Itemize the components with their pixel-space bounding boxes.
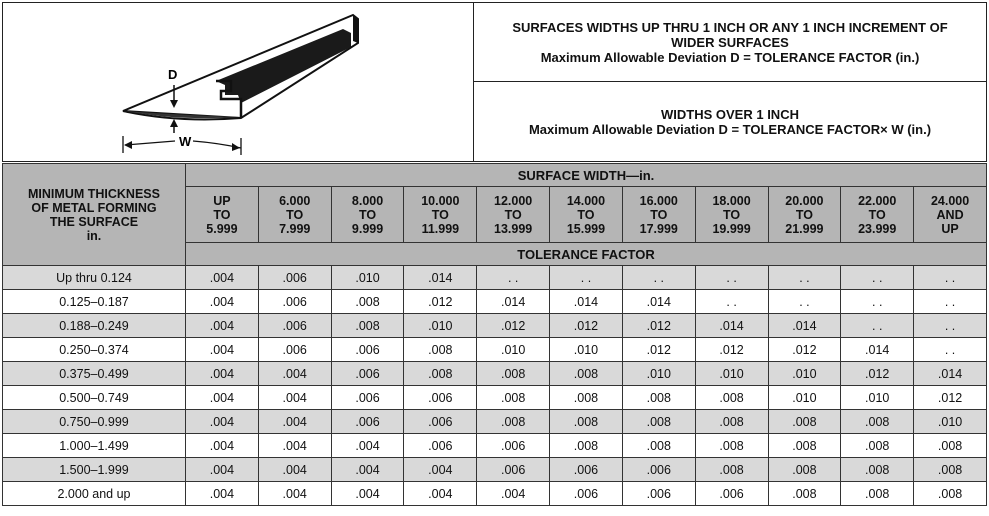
tolerance-cell: . . — [768, 266, 841, 290]
width-range-header: 20.000 TO 21.999 — [768, 187, 841, 243]
tolerance-cell: . . — [914, 314, 987, 338]
tolerance-cell: .012 — [768, 338, 841, 362]
label-d: D — [168, 67, 178, 82]
thickness-range-cell: 0.125–0.187 — [3, 290, 186, 314]
tolerance-cell: .008 — [695, 434, 768, 458]
tolerance-cell: .006 — [404, 410, 477, 434]
table-row — [3, 362, 987, 386]
thickness-range-cell: 1.500–1.999 — [3, 458, 186, 482]
table-row — [3, 338, 987, 362]
tolerance-cell: .014 — [550, 290, 623, 314]
tolerance-cell: .014 — [768, 314, 841, 338]
tolerance-cell: .004 — [258, 458, 331, 482]
tolerance-factor-header: TOLERANCE FACTOR — [186, 243, 987, 266]
tolerance-cell: .004 — [404, 458, 477, 482]
tolerance-cell: .004 — [404, 482, 477, 506]
tolerance-cell: .006 — [622, 458, 695, 482]
tolerance-cell: .004 — [258, 386, 331, 410]
tolerance-cell: .006 — [258, 338, 331, 362]
tolerance-cell: .006 — [550, 482, 623, 506]
tolerance-cell: .004 — [186, 338, 259, 362]
tolerance-cell: .008 — [550, 386, 623, 410]
note-narrow-surfaces — [474, 2, 987, 82]
tolerance-cell: .008 — [550, 434, 623, 458]
surface-width-header: SURFACE WIDTH—in. — [186, 164, 987, 187]
table-row — [3, 410, 987, 434]
table-row — [3, 314, 987, 338]
note-wide-surfaces — [474, 82, 987, 162]
tolerance-cell: .008 — [768, 458, 841, 482]
tolerance-cell: .012 — [622, 314, 695, 338]
tolerance-cell: .004 — [331, 482, 404, 506]
tolerance-cell: .006 — [477, 434, 550, 458]
tolerance-cell: .010 — [695, 362, 768, 386]
tolerance-cell: .010 — [914, 410, 987, 434]
tolerance-cell: .008 — [914, 458, 987, 482]
tolerance-cell: .010 — [841, 386, 914, 410]
tolerance-cell: .008 — [404, 338, 477, 362]
tolerance-cell: . . — [695, 290, 768, 314]
note2-line2: Maximum Allowable Deviation D = TOLERANCE FACTOR× W (in.) — [528, 121, 932, 137]
tolerance-cell: .004 — [186, 290, 259, 314]
tolerance-cell: .008 — [477, 362, 550, 386]
tolerance-cell: .006 — [331, 410, 404, 434]
width-range-header: 12.000 TO 13.999 — [477, 187, 550, 243]
tolerance-cell: .008 — [331, 314, 404, 338]
tolerance-cell: .008 — [622, 386, 695, 410]
tolerance-cell: .008 — [550, 362, 623, 386]
tolerance-cell: .014 — [695, 314, 768, 338]
note2-line1: WIDTHS OVER 1 INCH — [661, 106, 799, 122]
tolerance-cell: .006 — [622, 482, 695, 506]
tolerance-cell: .008 — [841, 410, 914, 434]
tolerance-cell: .010 — [768, 362, 841, 386]
tolerance-cell: .004 — [186, 410, 259, 434]
width-range-header: UP TO 5.999 — [186, 187, 259, 243]
tolerance-cell: .006 — [404, 434, 477, 458]
label-w: W — [179, 134, 192, 149]
tolerance-cell: .012 — [622, 338, 695, 362]
note1-line3: Maximum Allowable Deviation D = TOLERANCE FACTOR (in.) — [540, 49, 920, 65]
tolerance-cell: .004 — [186, 386, 259, 410]
w-arrow-left — [124, 141, 132, 149]
thickness-range-cell: Up thru 0.124 — [3, 266, 186, 290]
tolerance-cell: .004 — [186, 362, 259, 386]
tolerance-table — [2, 163, 987, 506]
thickness-range-cell: 0.375–0.499 — [3, 362, 186, 386]
tolerance-cell: .008 — [404, 362, 477, 386]
w-dim-left — [125, 141, 175, 145]
tolerance-cell: .006 — [258, 314, 331, 338]
note1-line2: WIDER SURFACES — [671, 34, 789, 50]
tolerance-cell: .006 — [695, 482, 768, 506]
thickness-range-cell: 0.188–0.249 — [3, 314, 186, 338]
tolerance-cell: .012 — [914, 386, 987, 410]
tolerance-cell: .010 — [622, 362, 695, 386]
width-range-header: 24.000 AND UP — [914, 187, 987, 243]
tolerance-cell: .012 — [404, 290, 477, 314]
width-range-header: 8.000 TO 9.999 — [331, 187, 404, 243]
table-row — [3, 386, 987, 410]
tolerance-cell: .004 — [258, 482, 331, 506]
width-range-header: 10.000 TO 11.999 — [404, 187, 477, 243]
thickness-range-cell: 0.500–0.749 — [3, 386, 186, 410]
tolerance-cell: .004 — [186, 482, 259, 506]
tolerance-cell: .008 — [841, 434, 914, 458]
tolerance-cell: . . — [841, 314, 914, 338]
tolerance-cell: .014 — [914, 362, 987, 386]
width-range-header: 14.000 TO 15.999 — [550, 187, 623, 243]
tolerance-cell: . . — [841, 266, 914, 290]
tolerance-cell: .006 — [404, 386, 477, 410]
tolerance-cell: .008 — [841, 482, 914, 506]
tolerance-cell: .008 — [550, 410, 623, 434]
tolerance-cell: .004 — [258, 362, 331, 386]
tolerance-cell: .008 — [768, 482, 841, 506]
table-row — [3, 290, 987, 314]
tolerance-cell: .008 — [695, 458, 768, 482]
tolerance-cell: .008 — [841, 458, 914, 482]
tolerance-cell: .008 — [331, 290, 404, 314]
tolerance-cell: .004 — [331, 434, 404, 458]
width-range-header: 6.000 TO 7.999 — [258, 187, 331, 243]
tolerance-cell: .006 — [331, 362, 404, 386]
width-range-header: 16.000 TO 17.999 — [622, 187, 695, 243]
tolerance-cell: .004 — [186, 266, 259, 290]
tolerance-cell: . . — [695, 266, 768, 290]
tolerance-cell: .008 — [914, 434, 987, 458]
tolerance-cell: . . — [914, 266, 987, 290]
tolerance-cell: .004 — [186, 314, 259, 338]
tolerance-cell: .006 — [331, 338, 404, 362]
tolerance-cell: .008 — [477, 410, 550, 434]
tolerance-cell: .012 — [477, 314, 550, 338]
tolerance-cell: . . — [914, 290, 987, 314]
tolerance-cell: . . — [622, 266, 695, 290]
tolerance-cell: .014 — [841, 338, 914, 362]
tolerance-cell: .010 — [331, 266, 404, 290]
tolerance-cell: .008 — [622, 434, 695, 458]
tolerance-cell: .010 — [404, 314, 477, 338]
tolerance-cell: . . — [477, 266, 550, 290]
tolerance-cell: .012 — [841, 362, 914, 386]
note1-line1: SURFACES WIDTHS UP THRU 1 INCH OR ANY 1 INCH INCREMENT OF — [512, 19, 948, 35]
tolerance-cell: .012 — [550, 314, 623, 338]
tolerance-cell: .014 — [477, 290, 550, 314]
tolerance-cell: .006 — [477, 458, 550, 482]
thickness-range-cell: 0.250–0.374 — [3, 338, 186, 362]
tolerance-cell: . . — [841, 290, 914, 314]
tolerance-cell: .010 — [768, 386, 841, 410]
tolerance-cell: . . — [768, 290, 841, 314]
tolerance-cell: .006 — [550, 458, 623, 482]
tolerance-cell: .010 — [550, 338, 623, 362]
extrusion-figure — [2, 2, 474, 162]
tolerance-cell: .008 — [695, 410, 768, 434]
table-row — [3, 434, 987, 458]
tolerance-cell: .004 — [258, 410, 331, 434]
tolerance-cell: .008 — [695, 386, 768, 410]
extrusion-end — [353, 15, 358, 43]
tolerance-cell: .004 — [331, 458, 404, 482]
tolerance-cell: .006 — [331, 386, 404, 410]
tolerance-cell: .014 — [622, 290, 695, 314]
tolerance-cell: . . — [550, 266, 623, 290]
extrusion-drawing — [3, 3, 472, 160]
table-row — [3, 458, 987, 482]
thickness-range-cell: 1.000–1.499 — [3, 434, 186, 458]
tolerance-cell: .006 — [258, 290, 331, 314]
thickness-range-cell: 0.750–0.999 — [3, 410, 186, 434]
tolerance-cell: .008 — [477, 386, 550, 410]
thickness-header: MINIMUM THICKNESS OF METAL FORMING THE SURFACE in. — [3, 164, 186, 266]
tolerance-cell: .008 — [768, 410, 841, 434]
width-range-header: 22.000 TO 23.999 — [841, 187, 914, 243]
tolerance-cell: .008 — [768, 434, 841, 458]
tolerance-cell: .012 — [695, 338, 768, 362]
tolerance-cell: .004 — [477, 482, 550, 506]
thickness-range-cell: 2.000 and up — [3, 482, 186, 506]
table-row — [3, 266, 987, 290]
tolerance-cell: .004 — [258, 434, 331, 458]
tolerance-cell: . . — [914, 338, 987, 362]
tolerance-cell: .004 — [186, 434, 259, 458]
tolerance-cell: .008 — [914, 482, 987, 506]
width-range-header: 18.000 TO 19.999 — [695, 187, 768, 243]
tolerance-cell: .014 — [404, 266, 477, 290]
tolerance-cell: .010 — [477, 338, 550, 362]
d-arrow-head-lower — [170, 119, 178, 127]
table-row — [3, 482, 987, 506]
tolerance-cell: .006 — [258, 266, 331, 290]
tolerance-cell: .008 — [622, 410, 695, 434]
tolerance-cell: .004 — [186, 458, 259, 482]
tolerance-table-body — [3, 266, 987, 506]
